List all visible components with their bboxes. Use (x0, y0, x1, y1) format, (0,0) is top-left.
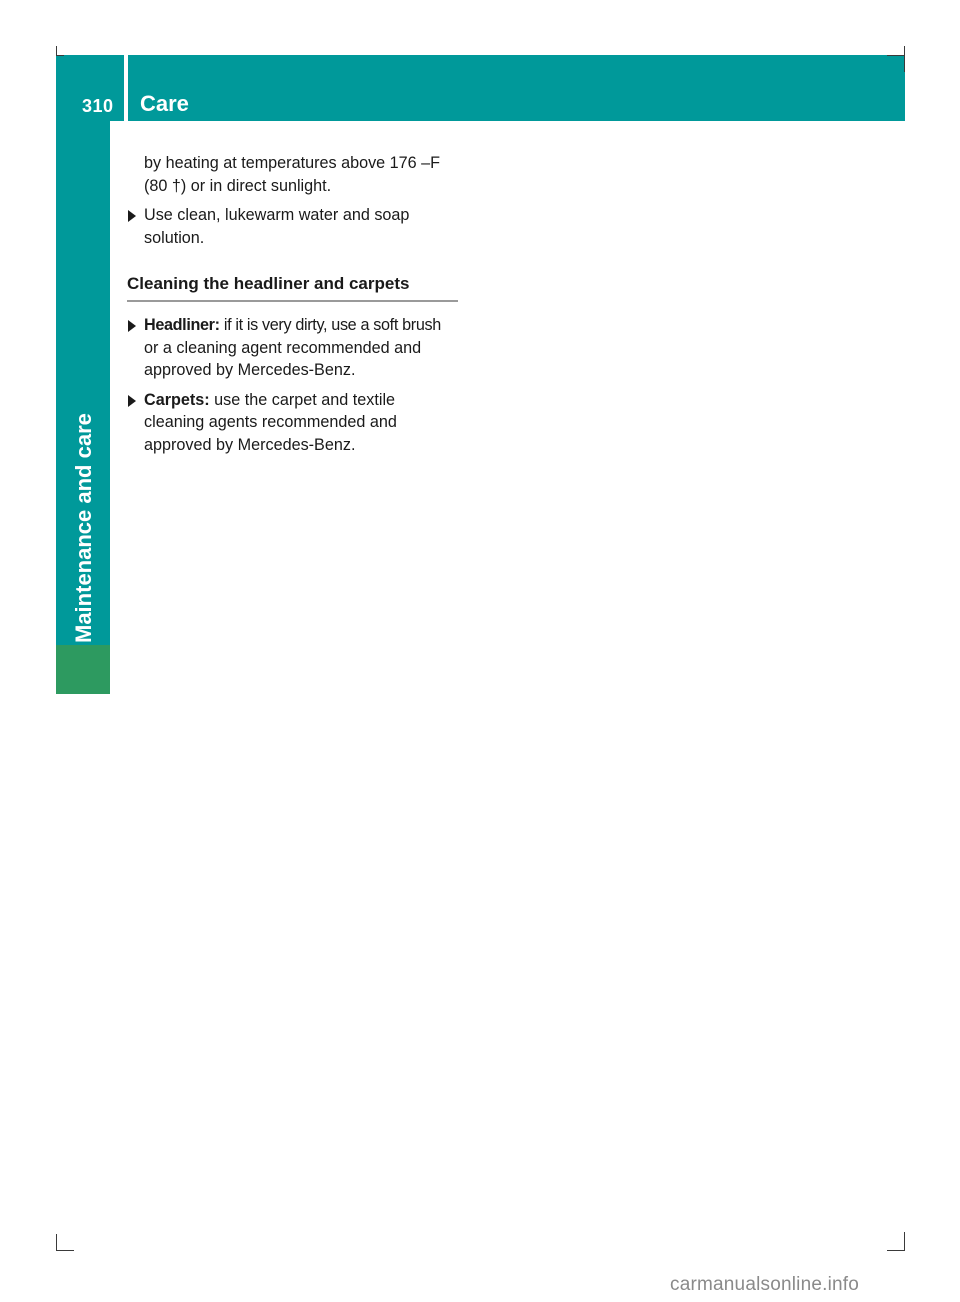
side-tab-label-wrapper (56, 121, 110, 643)
bullet-clean-water (127, 204, 462, 249)
content-column (127, 152, 462, 463)
bullet-carpets (127, 389, 462, 457)
bullet-headliner (127, 314, 462, 382)
side-tab-label: Maintenance and care (71, 413, 96, 643)
bullet-headliner-line-3: approved by Mercedes-Benz. (144, 361, 356, 379)
headliner-line-1-rest: if it is very dirty, use a soft brush (219, 316, 441, 334)
footer-watermark: carmanualsonline.info (670, 1274, 860, 1295)
crop-mark-bottom-right-h (887, 1250, 905, 1251)
bullet-carpets-line-1 (144, 389, 462, 412)
intro-line-2: (80 †) or in direct sunlight. (144, 176, 332, 195)
bullet-arrow-icon (128, 395, 136, 407)
headliner-term: Headliner: (144, 316, 220, 334)
bullet-headliner-line-1 (144, 314, 462, 337)
crop-mark-top-left-h (56, 55, 64, 56)
carpets-line-1-rest: use the carpet and textile (209, 390, 396, 409)
bullet-clean-water-line-2: solution. (144, 228, 205, 247)
intro-paragraph (127, 152, 462, 197)
crop-mark-bottom-left-v (56, 1234, 57, 1251)
side-tab-marker (56, 645, 110, 694)
crop-mark-bottom-left-h (56, 1250, 74, 1251)
bullet-arrow-icon (128, 320, 136, 332)
page-number: 310 (82, 96, 114, 116)
bullet-headliner-line-2: or a cleaning agent recommended and (144, 338, 422, 357)
crop-mark-bottom-right-v (904, 1232, 905, 1251)
crop-mark-top-right-v (904, 46, 905, 72)
carpets-term: Carpets: (144, 390, 210, 409)
intro-line-1: by heating at temperatures above 176 ‒F (144, 154, 441, 172)
bullet-clean-water-line-1: Use clean, lukewarm water and soap (144, 206, 410, 224)
header-divider (124, 55, 128, 121)
bullet-carpets-line-3: approved by Mercedes-Benz. (144, 435, 356, 454)
bullet-carpets-line-2: cleaning agents recommended and (144, 413, 397, 431)
section-heading: Cleaning the headliner and carpets (127, 273, 458, 302)
crop-mark-top-left-v (56, 46, 57, 55)
section-title: Care (140, 91, 189, 116)
bullet-arrow-icon (128, 210, 136, 222)
crop-mark-top-right-h (887, 55, 905, 56)
